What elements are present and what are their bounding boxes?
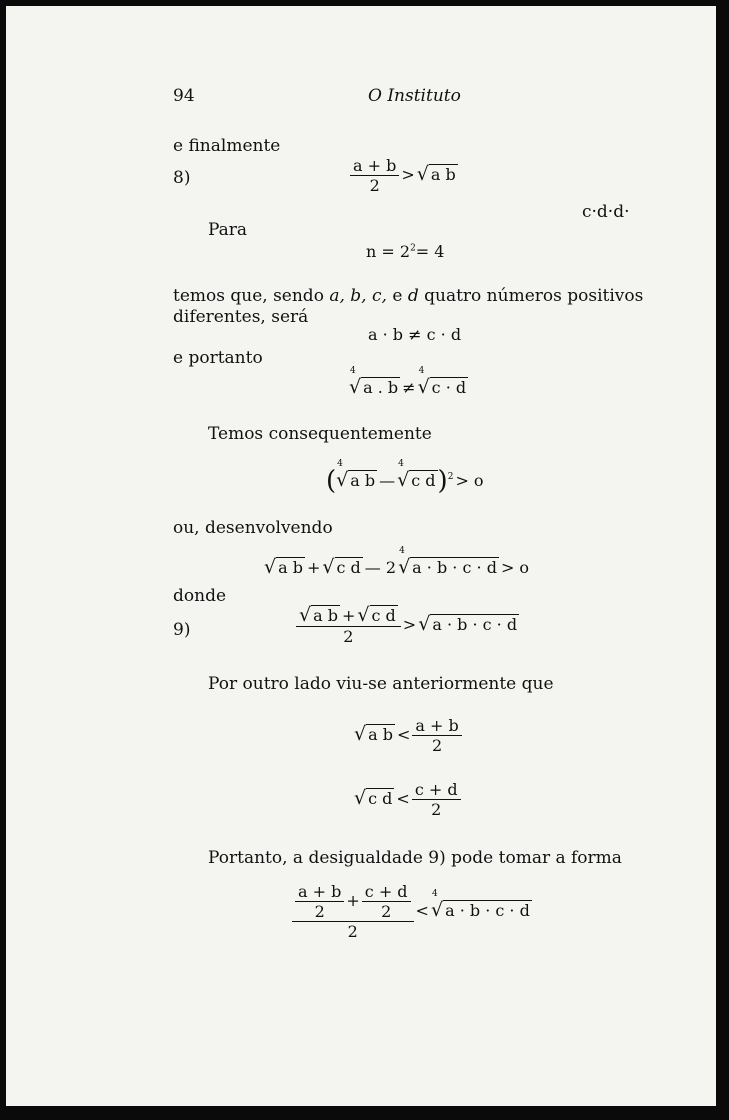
formula-8 <box>350 156 458 195</box>
square-root: √ a b <box>299 604 338 626</box>
square-root: √ a · b · c · d <box>418 612 518 635</box>
compound-fraction: $\frac{a + b}{2}$ + $\frac{c + d}{2}$ 2 <box>292 882 414 941</box>
formula-developed: √ a b + √ c d — 2 4 √ a · b · c · d > o <box>264 546 530 578</box>
square-root: √ a b <box>354 723 393 745</box>
fourth-root: 4 √ c d <box>397 458 436 491</box>
fourth-root: 4 √ a · b · c · d <box>398 546 497 578</box>
fraction: $\frac{c + d}{2}$ <box>362 882 411 921</box>
fraction: $\frac{\text{√ a b + √ c d}}{2}$ <box>296 604 401 646</box>
formula-9: $\frac{\text{√ a b + √ c d}}{2}$ > √ a · b · c · d <box>296 604 519 646</box>
text-portanto-forma: Portanto, a desigualdade 9) pode tomar a forma <box>208 848 622 868</box>
fourth-root: 4 √ a b <box>336 458 376 491</box>
fourth-root: 4 √ c · d <box>417 366 467 398</box>
formula-n-definition: $n = 2^2= 4$ <box>366 242 445 261</box>
fraction: $\frac{a + b}{2}$ <box>412 716 461 755</box>
running-title: O Instituto <box>368 86 461 106</box>
square-root: √ c d <box>354 787 393 809</box>
formula-squared-difference: ( 4 √ a b — 4 √ c d)$^2$ > o <box>326 458 484 496</box>
square-root: √ a b <box>264 556 303 578</box>
square-root: √ c d <box>357 604 396 626</box>
text-para: Para <box>208 220 248 240</box>
equation-label-8: 8) <box>173 168 191 188</box>
formula-root-inequality: 4 √ a . b ≠ 4 √ c · d <box>349 366 467 398</box>
formula-final: $\frac{a + b}{2}$ + $\frac{c + d}{2}$ 2 < 4 √ a · b · c · d <box>292 882 532 941</box>
text-temos-que: temos que, sendo a, b, c, e d quatro números positivos <box>173 286 644 306</box>
fraction: $\frac{a + b}{2}$ <box>295 882 344 921</box>
text-outro-lado: Por outro lado viu-se anteriormente que <box>208 674 554 694</box>
fraction: $\frac{a + b}{2}$ <box>350 156 399 195</box>
square-root: √ a b <box>416 163 456 185</box>
fourth-root: 4 √ a . b <box>349 366 399 398</box>
text-finalmente: e finalmente <box>173 136 281 156</box>
text-diferentes: diferentes, será <box>173 307 309 327</box>
text-consequentemente: Temos consequentemente <box>208 424 432 444</box>
page-number: 94 <box>173 86 195 106</box>
fourth-root: 4 √ a · b · c · d <box>430 889 530 921</box>
formula-ab-mean: √ a b < $\frac{a + b}{2}$ <box>354 716 462 755</box>
text-cdd: c·d·d· <box>582 202 630 222</box>
text-portanto: e portanto <box>173 348 263 368</box>
text-donde: donde <box>173 586 227 606</box>
square-root: √ c d <box>322 556 361 578</box>
formula-cd-mean: √ c d < $\frac{c + d}{2}$ <box>354 780 461 819</box>
text-desenvolvendo: ou, desenvolvendo <box>173 518 333 538</box>
formula-product-inequality: a · b ≠ c · d <box>368 325 462 344</box>
document-page <box>6 6 716 1106</box>
equation-label-9: 9) <box>173 620 191 640</box>
relation: > <box>401 165 415 184</box>
fraction: $\frac{c + d}{2}$ <box>412 780 461 819</box>
